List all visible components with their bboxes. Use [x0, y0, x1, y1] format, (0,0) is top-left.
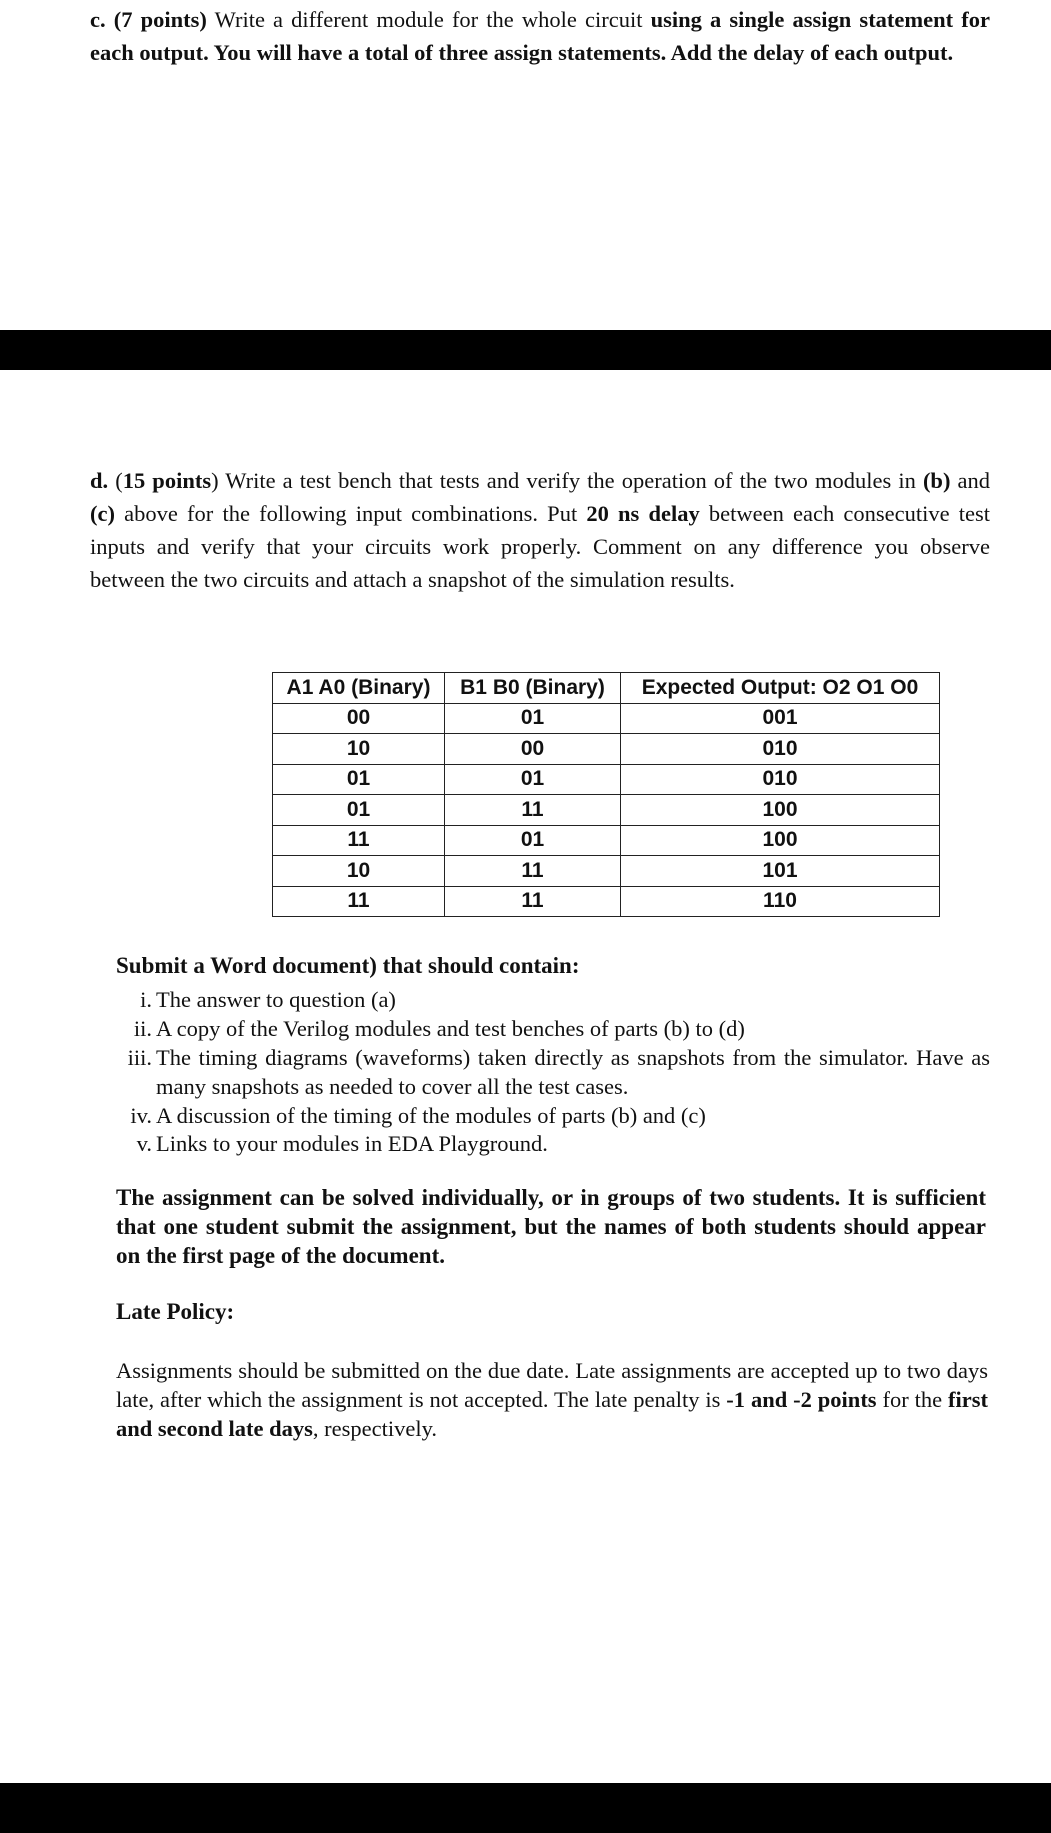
list-item-number: iii. — [127, 1045, 152, 1070]
list-item-text: A discussion of the timing of the modules of parts (b) and (c) — [156, 1103, 706, 1128]
cell-a: 11 — [273, 886, 445, 917]
late-policy-text — [116, 1356, 988, 1443]
cell-b: 00 — [445, 734, 621, 765]
part-d-ref-c: (c) — [90, 501, 115, 526]
list-item-text: The answer to question (a) — [156, 987, 396, 1012]
list-item-number: iv. — [130, 1103, 152, 1128]
cell-output: 100 — [621, 825, 940, 856]
cell-output: 001 — [621, 703, 940, 734]
table-row — [273, 886, 940, 917]
list-item-number: v. — [136, 1131, 152, 1156]
cell-b: 01 — [445, 825, 621, 856]
cell-a: 11 — [273, 825, 445, 856]
late-policy-title: Late Policy: — [116, 1299, 235, 1324]
part-d-text-2: above for the following input combinations. Put — [124, 501, 578, 526]
part-c-bold-text: using a single assign statement for each output. You will have a total of three assign statements. Add the delay of each output. — [90, 7, 991, 65]
redaction-bar-top — [0, 330, 1051, 370]
cell-a: 01 — [273, 764, 445, 795]
late-days: first and second late days — [116, 1387, 989, 1441]
table-row — [273, 825, 940, 856]
part-d-and: and — [957, 468, 991, 493]
table-row — [273, 764, 940, 795]
list-item-text: Links to your modules in EDA Playground. — [156, 1131, 548, 1156]
part-c-points: (7 points) — [113, 7, 207, 32]
cell-b: 11 — [445, 856, 621, 887]
cell-output: 010 — [621, 734, 940, 765]
table-header-row — [273, 673, 940, 704]
group-note: The assignment can be solved individually, or in groups of two students. It is sufficient that one student submit the assignment, but the names of both students should appear on the first page of the document. — [116, 1185, 986, 1268]
header-b: B1 B0 (Binary) — [445, 673, 621, 704]
cell-output: 101 — [621, 856, 940, 887]
list-item-number: i. — [140, 987, 152, 1012]
cell-output: 100 — [621, 795, 940, 826]
redaction-bar-bottom — [0, 1783, 1051, 1833]
list-item-text: A copy of the Verilog modules and test benches of parts (b) to (d) — [156, 1016, 745, 1041]
part-d-label: d. — [90, 468, 109, 493]
cell-a: 10 — [273, 734, 445, 765]
part-c-question — [90, 3, 990, 69]
cell-b: 11 — [445, 886, 621, 917]
part-c-label: c. — [90, 7, 106, 32]
cell-b: 01 — [445, 764, 621, 795]
cell-output: 010 — [621, 764, 940, 795]
part-d-ref-b: (b) — [922, 468, 951, 493]
late-text-2: for the — [882, 1387, 943, 1412]
cell-b: 11 — [445, 795, 621, 826]
test-input-table — [272, 672, 940, 917]
late-text-3: , respectively. — [312, 1416, 438, 1441]
table-row — [273, 703, 940, 734]
header-output: Expected Output: O2 O1 O0 — [621, 673, 940, 704]
part-c-text: Write a different module for the whole circuit — [214, 7, 643, 32]
header-a: A1 A0 (Binary) — [273, 673, 445, 704]
part-d-text-3: between each consecutive test inputs and verify that your circuits work properly. Comment on any difference you observe between the two circuits and attach a snapshot of the simulation results. — [90, 501, 991, 592]
cell-output: 110 — [621, 886, 940, 917]
part-d-text-1: Write a test bench that tests and verify the operation of the two modules in — [225, 468, 916, 493]
table-row — [273, 795, 940, 826]
part-d-delay: 20 ns delay — [586, 501, 700, 526]
late-text-1: Assignments should be submitted on the due date. Late assignments are accepted up to two days late, after which the assignment is not accepted. The late penalty is — [116, 1358, 988, 1412]
cell-b: 01 — [445, 703, 621, 734]
table-row — [273, 734, 940, 765]
list-item-text: The timing diagrams (waveforms) taken directly as snapshots from the simulator. Have as many snapshots as needed to cover all the test cases. — [156, 1045, 990, 1099]
table-row — [273, 856, 940, 887]
late-penalty: -1 and -2 points — [726, 1387, 877, 1412]
cell-a: 10 — [273, 856, 445, 887]
list-item-number: ii. — [133, 1016, 152, 1041]
submit-title: Submit a Word document) that should contain: — [116, 953, 580, 978]
cell-a: 00 — [273, 703, 445, 734]
part-d-points: 15 points — [122, 468, 212, 493]
part-d-question: d. (15 points) Write a test bench that tests and verify the operation of the two modules in (b) and (c) above for the following input combinations. Put 20 ns delay between each consecutive test inputs and verify that your circuits work properly. Comment on any difference you observe between the two circuits and attach a snapshot of the simulation results. — [90, 468, 991, 592]
cell-a: 01 — [273, 795, 445, 826]
